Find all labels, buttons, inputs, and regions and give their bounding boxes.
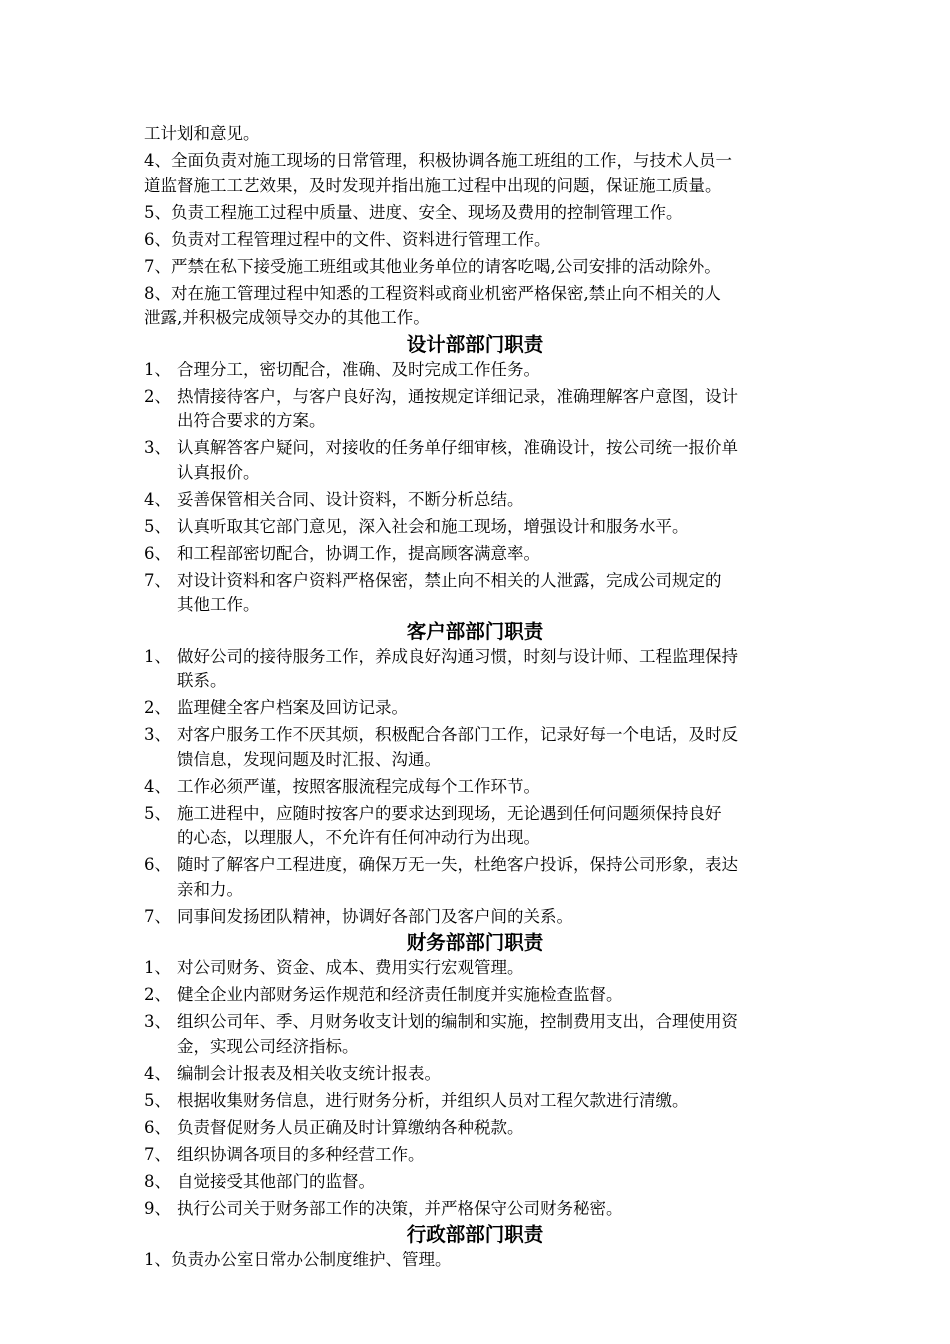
paragraph-line: 工计划和意见。: [144, 124, 260, 143]
list-item: [144, 1062, 812, 1087]
item-number: 2、: [144, 386, 171, 406]
item-text: [177, 385, 812, 434]
list-item: [144, 1010, 812, 1059]
list-item: [144, 956, 812, 981]
item-text: [177, 488, 812, 513]
list-item: [144, 983, 812, 1008]
item-text-line: 同事间发扬团队精神，协调好各部门及客户间的关系。: [177, 906, 573, 926]
list-item: [144, 1170, 812, 1195]
item-number: 5、: [144, 516, 171, 536]
item-text: [177, 436, 812, 485]
item-text: [177, 905, 812, 930]
paragraph-line: 6、负责对工程管理过程中的文件、资料进行管理工作。: [144, 229, 551, 249]
item-text-line: 妥善保管相关合同、设计资料，不断分析总结。: [177, 489, 524, 509]
item-text-line: 自觉接受其他部门的监督。: [177, 1171, 375, 1191]
item-text-line: 金，实现公司经济指标。: [177, 1036, 359, 1056]
item-number: 7、: [144, 570, 171, 590]
item-text-line: 亲和力。: [177, 879, 243, 899]
item-text: [177, 569, 812, 618]
item-text: [177, 1010, 812, 1059]
item-text: [177, 358, 812, 383]
item-text: [177, 1062, 812, 1087]
item-text-line: 编制会计报表及相关收支统计报表。: [177, 1063, 441, 1083]
item-text: [177, 696, 812, 721]
list-item: [144, 723, 812, 772]
item-number: 9、: [144, 1198, 171, 1218]
list-item: [144, 569, 812, 618]
item-text: [177, 542, 812, 567]
item-number: 2、: [144, 985, 171, 1004]
finance-duty-list: [144, 956, 812, 1221]
item-number: 3、: [144, 725, 171, 744]
item-number: 4、: [144, 776, 171, 796]
item-text: [177, 983, 812, 1008]
intro-section: [144, 122, 812, 331]
item-number: 6、: [144, 855, 171, 874]
design-duty-list: [144, 358, 812, 618]
section-title-admin: 行政部部门职责: [406, 1223, 544, 1246]
list-item: [144, 358, 812, 383]
item-text-line: 对公司财务、资金、成本、费用实行宏观管理。: [177, 958, 524, 977]
item-number: 1、: [144, 958, 171, 977]
item-number: 7、: [144, 1144, 171, 1164]
item-text-line: 工作必须严谨，按照客服流程完成每个工作环节。: [177, 776, 540, 796]
section-title-finance: 财务部部门职责: [406, 931, 544, 954]
item-number: 4、: [144, 489, 171, 509]
paragraph-line: 7、严禁在私下接受施工班组或其他业务单位的请客吃喝,公司安排的活动除外。: [144, 256, 721, 276]
section-title-customer: 客户部部门职责: [406, 619, 544, 643]
item-text-line: 合理分工，密切配合，准确、及时完成工作任务。: [177, 359, 540, 379]
item-text: [177, 515, 812, 540]
item-text-line: 热情接待客户，与客户良好沟，通按规定详细记录，准确理解客户意图，设计: [177, 386, 738, 406]
item-text: [177, 853, 812, 902]
item-text-line: 馈信息，发现问题及时汇报、沟通。: [177, 749, 441, 769]
list-item: [144, 802, 812, 851]
item-text: [177, 1170, 812, 1195]
item-number: 6、: [144, 1117, 171, 1137]
item-text-line: 做好公司的接待服务工作，养成良好沟通习惯，时刻与设计师、工程监理保持: [177, 646, 738, 666]
list-item: [144, 1143, 812, 1168]
item-number: 1、: [144, 646, 171, 666]
list-item: [144, 385, 812, 434]
item-text-line: 组织公司年、季、月财务收支计划的编制和实施，控制费用支出，合理使用资: [177, 1012, 738, 1031]
item-text-line: 和工程部密切配合，协调工作，提高顾客满意率。: [177, 543, 540, 563]
item-text-line: 联系。: [177, 671, 227, 690]
section-title-design: 设计部部门职责: [406, 332, 544, 356]
item-number: 2、: [144, 698, 171, 717]
paragraph-line: 1、负责办公室日常办公制度维护、管理。: [144, 1250, 452, 1269]
list-item: [144, 1197, 812, 1222]
item-text: [177, 775, 812, 800]
item-text-line: 的心态，以理服人，不允许有任何冲动行为出现。: [177, 828, 540, 847]
list-item: [144, 1116, 812, 1141]
list-item: [144, 645, 812, 694]
item-text: [177, 802, 812, 851]
list-item: [144, 436, 812, 485]
list-item: [144, 775, 812, 800]
item-number: 3、: [144, 438, 171, 457]
paragraph-line: 8、对在施工管理过程中知悉的工程资料或商业机密严格保密,禁止向不相关的人: [144, 283, 721, 303]
list-item: [144, 905, 812, 930]
item-text: [177, 1116, 812, 1141]
list-item: [144, 542, 812, 567]
item-text-line: 认真听取其它部门意见，深入社会和施工现场，增强设计和服务水平。: [177, 516, 689, 536]
item-text-line: 施工进程中，应随时按客户的要求达到现场，无论遇到任何问题须保持良好: [177, 803, 722, 823]
item-text: [177, 723, 812, 772]
list-item: [144, 1089, 812, 1114]
item-text-line: 监理健全客户档案及回访记录。: [177, 698, 408, 717]
item-text: [177, 1143, 812, 1168]
item-number: 1、: [144, 359, 171, 379]
customer-duty-list: [144, 645, 812, 930]
list-item: [144, 488, 812, 513]
item-text-line: 执行公司关于财务部工作的决策，并严格保守公司财务秘密。: [177, 1198, 623, 1218]
item-number: 3、: [144, 1012, 171, 1031]
item-text: [177, 956, 812, 981]
item-number: 8、: [144, 1171, 171, 1191]
item-text-line: 根据收集财务信息，进行财务分析，并组织人员对工程欠款进行清缴。: [177, 1090, 689, 1110]
item-text: [177, 1089, 812, 1114]
item-number: 5、: [144, 803, 171, 823]
item-number: 6、: [144, 543, 171, 563]
item-text-line: 其他工作。: [177, 595, 260, 614]
item-number: 5、: [144, 1090, 171, 1110]
item-text: [177, 645, 812, 694]
item-text-line: 对客户服务工作不厌其烦，积极配合各部门工作，记录好每一个电话，及时反: [177, 725, 738, 744]
item-number: 7、: [144, 906, 171, 926]
paragraph-line: 道监督施工工艺效果，及时发现并指出施工过程中出现的问题，保证施工质量。: [144, 175, 722, 195]
item-text-line: 认真解答客户疑问，对接收的任务单仔细审核，准确设计，按公司统一报价单: [177, 438, 738, 457]
item-text: [177, 1197, 812, 1222]
item-text-line: 负责督促财务人员正确及时计算缴纳各种税款。: [177, 1117, 524, 1137]
item-text-line: 组织协调各项目的多种经营工作。: [177, 1144, 425, 1164]
list-item: [144, 515, 812, 540]
item-text-line: 健全企业内部财务运作规范和经济责任制度并实施检查监督。: [177, 985, 623, 1004]
document-page: [144, 122, 812, 1273]
item-text-line: 认真报价。: [177, 462, 260, 482]
item-text-line: 出符合要求的方案。: [177, 411, 326, 430]
item-text-line: 对设计资料和客户资料严格保密，禁止向不相关的人泄露，完成公司规定的: [177, 570, 722, 590]
paragraph-line: 5、负责工程施工过程中质量、进度、安全、现场及费用的控制管理工作。: [144, 202, 683, 222]
paragraph-line: 泄露,并积极完成领导交办的其他工作。: [144, 308, 430, 327]
list-item: [144, 853, 812, 902]
list-item: [144, 696, 812, 721]
paragraph-line: 4、全面负责对施工现场的日常管理，积极协调各施工班组的工作，与技术人员一: [144, 151, 732, 170]
item-number: 4、: [144, 1063, 171, 1083]
item-text-line: 随时了解客户工程进度，确保万无一失，杜绝客户投诉，保持公司形象，表达: [177, 855, 738, 874]
